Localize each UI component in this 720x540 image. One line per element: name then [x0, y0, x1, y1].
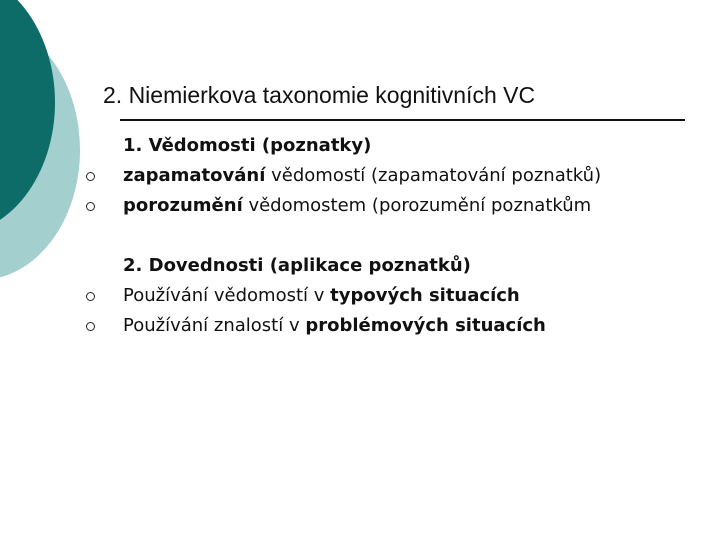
section2-heading-text: 2. Dovednosti (aplikace poznatků) — [123, 255, 471, 276]
list-item — [123, 165, 601, 187]
bullet-icon — [86, 202, 95, 211]
section1-heading-text: 1. Vědomosti (poznatky) — [123, 135, 372, 156]
term-bold: porozumění — [123, 195, 243, 216]
list-item — [123, 195, 591, 217]
bullet-icon — [86, 322, 95, 331]
section2-heading — [123, 255, 471, 277]
bullet-icon — [86, 292, 95, 301]
term-bold: problémových situacích — [305, 315, 546, 336]
term-description: Používání vědomostí v — [123, 285, 331, 306]
term-description: vědomostem (porozumění poznatkům — [242, 195, 592, 216]
list-item — [123, 315, 546, 337]
slide-title: 2. Niemierkova taxonomie kognitivních VC — [103, 82, 536, 108]
term-bold: zapamatování — [123, 165, 266, 186]
bullet-icon — [86, 172, 95, 181]
list-item — [123, 285, 520, 307]
term-description: Používání znalostí v — [123, 315, 306, 336]
title-underline — [120, 119, 685, 121]
section1-heading — [123, 135, 371, 157]
term-description: vědomostí (zapamatování poznatků) — [265, 165, 602, 186]
term-bold: typových situacích — [330, 285, 520, 306]
